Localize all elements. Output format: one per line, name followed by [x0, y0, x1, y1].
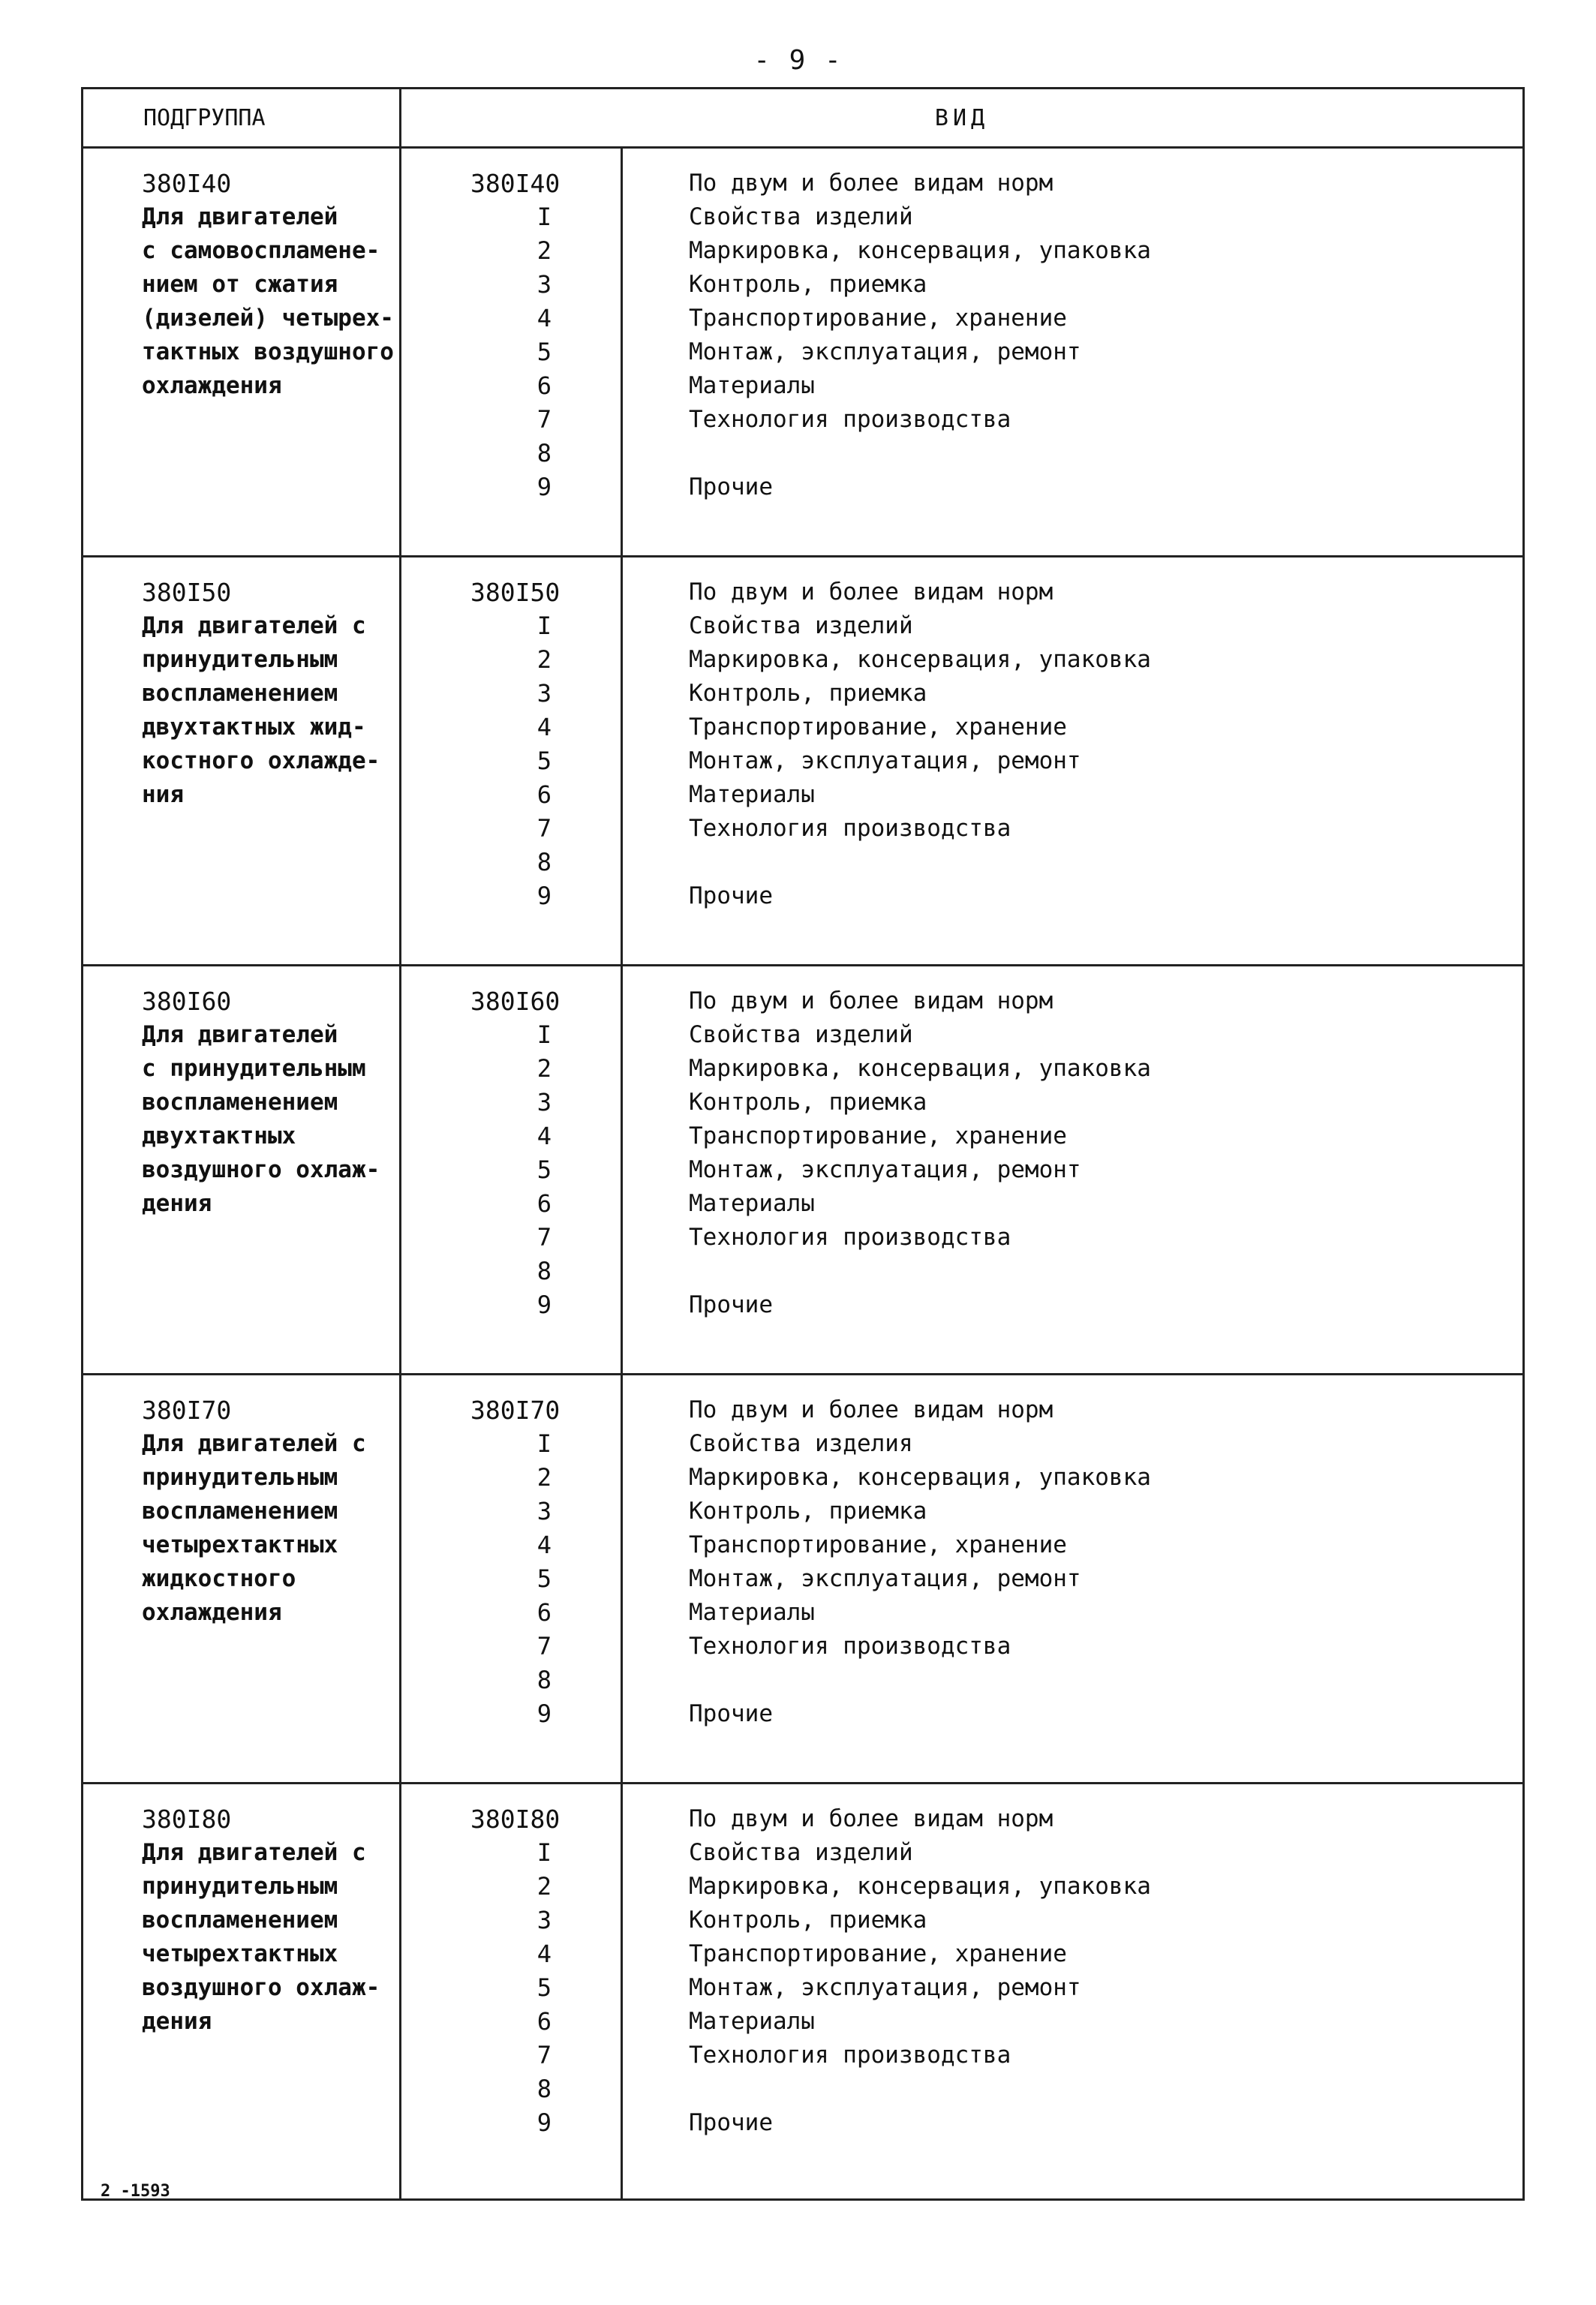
kind-item: Материалы — [689, 1599, 815, 1626]
kind-number: 5 — [537, 1564, 552, 1593]
subgroup-block — [83, 149, 1522, 557]
kind-item: Транспортирование, хранение — [689, 714, 1067, 741]
kind-item: Свойства изделия — [689, 1430, 913, 1457]
kind-number: 4 — [537, 1122, 552, 1150]
kind-number: 8 — [537, 2075, 552, 2103]
kind-code: 380I40 — [470, 169, 561, 198]
kind-number: 6 — [537, 2007, 552, 2036]
subgroup-description: Для двигателей с принудительным воспламенением двухтактных жид- костного охлажде- ния — [142, 612, 380, 808]
kind-code-cell — [401, 1375, 623, 1782]
kind-number: 5 — [537, 747, 552, 775]
subgroup-block — [83, 966, 1522, 1375]
kind-code: 380I80 — [470, 1805, 561, 1834]
kind-number: I — [537, 612, 552, 640]
kind-item: Свойства изделий — [689, 1021, 913, 1048]
kind-number: 7 — [537, 1632, 552, 1660]
kind-item: Прочие — [689, 473, 773, 500]
kind-number: 3 — [537, 1906, 552, 1934]
kind-item: По двум и более видам норм — [689, 579, 1053, 606]
kind-number: 4 — [537, 1531, 552, 1559]
kind-item: Монтаж, эксплуатация, ремонт — [689, 1974, 1081, 2001]
kind-item: По двум и более видам норм — [689, 1805, 1053, 1832]
kind-number: I — [537, 1838, 552, 1867]
kind-text-cell — [623, 1375, 1522, 1782]
kind-code: 380I50 — [470, 578, 561, 607]
kind-number: I — [537, 1429, 552, 1458]
kind-number: 5 — [537, 1973, 552, 2002]
kind-item: Свойства изделий — [689, 612, 913, 639]
subgroup-description: Для двигателей с принудительным воспламенением двухтактных воздушного охлаж- дения — [142, 1021, 380, 1217]
kind-number: 3 — [537, 270, 552, 299]
kind-number: 4 — [537, 713, 552, 741]
kind-number: 6 — [537, 1598, 552, 1627]
kind-item: Монтаж, эксплуатация, ремонт — [689, 1156, 1081, 1183]
subgroup-description: Для двигателей с принудительным воспламенением четырехтактных воздушного охлаж- дения — [142, 1839, 380, 2035]
kind-number: 9 — [537, 2108, 552, 2137]
kind-item: Прочие — [689, 1291, 773, 1318]
classification-table — [81, 87, 1525, 2201]
kind-number: 8 — [537, 439, 552, 467]
table-header — [83, 89, 1522, 149]
kind-number: 6 — [537, 371, 552, 400]
kind-item: Маркировка, консервация, упаковка — [689, 1464, 1151, 1491]
subgroup-block — [83, 1784, 1522, 2198]
kind-number: 3 — [537, 1088, 552, 1116]
subgroup-code: 380I70 — [142, 1396, 232, 1425]
header-kind: ВИД — [934, 104, 990, 131]
kind-item: Транспортирование, хранение — [689, 1122, 1067, 1149]
kind-number: 9 — [537, 473, 552, 501]
kind-number: 2 — [537, 1463, 552, 1492]
kind-number: 2 — [537, 645, 552, 674]
kind-item: Технология производства — [689, 406, 1011, 433]
subgroup-cell — [83, 1375, 401, 1782]
kind-code-cell — [401, 1784, 623, 2198]
kind-item: По двум и более видам норм — [689, 170, 1053, 197]
subgroup-cell — [83, 1784, 401, 2198]
kind-text-cell — [623, 149, 1522, 555]
subgroup-cell — [83, 149, 401, 555]
kind-number: 4 — [537, 304, 552, 332]
kind-item: Материалы — [689, 2008, 815, 2035]
kind-item: Технология производства — [689, 815, 1011, 842]
kind-item: Свойства изделий — [689, 203, 913, 230]
kind-number: 7 — [537, 405, 552, 434]
kind-code-cell — [401, 149, 623, 555]
kind-number: I — [537, 203, 552, 231]
kind-number: 5 — [537, 338, 552, 366]
subgroup-cell — [83, 966, 401, 1373]
kind-item: Монтаж, эксплуатация, ремонт — [689, 338, 1081, 365]
kind-code-cell — [401, 966, 623, 1373]
kind-item: Контроль, приемка — [689, 1498, 927, 1525]
kind-item: Технология производства — [689, 1224, 1011, 1251]
page-number: - 9 - — [753, 45, 843, 76]
footer-code: 2 -1593 — [101, 2182, 170, 2201]
kind-number: 9 — [537, 1699, 552, 1728]
kind-number: 8 — [537, 1666, 552, 1694]
kind-item — [689, 437, 1522, 470]
kind-item: Контроль, приемка — [689, 1089, 927, 1116]
kind-number: 2 — [537, 1054, 552, 1083]
kind-number: 8 — [537, 848, 552, 876]
subgroup-code: 380I40 — [142, 169, 232, 198]
kind-item: Материалы — [689, 1190, 815, 1217]
kind-code-cell — [401, 557, 623, 964]
kind-item: Прочие — [689, 1700, 773, 1727]
kind-item — [689, 1663, 1522, 1697]
kind-number: 7 — [537, 2041, 552, 2069]
kind-item: Маркировка, консервация, упаковка — [689, 1055, 1151, 1082]
kind-number: 3 — [537, 1497, 552, 1525]
kind-item: Монтаж, эксплуатация, ремонт — [689, 747, 1081, 774]
kind-item — [689, 846, 1522, 879]
kind-number: 2 — [537, 236, 552, 265]
header-subgroup: ПОДГРУППА — [83, 89, 401, 146]
kind-item: Маркировка, консервация, упаковка — [689, 646, 1151, 673]
kind-number: 4 — [537, 1940, 552, 1968]
kind-code: 380I70 — [470, 1396, 561, 1425]
kind-number: 6 — [537, 780, 552, 809]
kind-number: 7 — [537, 1223, 552, 1252]
kind-number: 9 — [537, 1291, 552, 1319]
subgroup-cell — [83, 557, 401, 964]
kind-number: 9 — [537, 882, 552, 910]
kind-text-cell — [623, 1784, 1522, 2198]
kind-item: Контроль, приемка — [689, 1907, 927, 1934]
kind-item: Транспортирование, хранение — [689, 1940, 1067, 1967]
subgroup-code: 380I60 — [142, 987, 232, 1016]
kind-item: Технология производства — [689, 1633, 1011, 1660]
subgroup-block — [83, 1375, 1522, 1784]
kind-item: Свойства изделий — [689, 1839, 913, 1866]
kind-item: Транспортирование, хранение — [689, 1531, 1067, 1558]
kind-number: 6 — [537, 1189, 552, 1218]
kind-number: 5 — [537, 1156, 552, 1184]
kind-number: 7 — [537, 814, 552, 843]
kind-item: Материалы — [689, 781, 815, 808]
subgroup-description: Для двигателей с самовоспламене- нием от сжатия (дизелей) четырех- тактных воздушного охлаждения — [142, 203, 394, 399]
kind-item: Маркировка, консервация, упаковка — [689, 1873, 1151, 1900]
kind-code: 380I60 — [470, 987, 561, 1016]
kind-item: Контроль, приемка — [689, 271, 927, 298]
subgroup-code: 380I80 — [142, 1805, 232, 1834]
kind-text-cell — [623, 966, 1522, 1373]
kind-number: 3 — [537, 679, 552, 708]
kind-item — [689, 1255, 1522, 1288]
kind-text-cell — [623, 557, 1522, 964]
kind-item: Маркировка, консервация, упаковка — [689, 237, 1151, 264]
kind-number: 8 — [537, 1257, 552, 1285]
subgroup-description: Для двигателей с принудительным воспламенением четырехтактных жидкостного охлаждения — [142, 1430, 366, 1626]
kind-item: По двум и более видам норм — [689, 1396, 1053, 1423]
kind-number: 2 — [537, 1872, 552, 1901]
kind-item — [689, 2072, 1522, 2106]
kind-number: I — [537, 1020, 552, 1049]
kind-item: Транспортирование, хранение — [689, 305, 1067, 332]
kind-item: Контроль, приемка — [689, 680, 927, 707]
subgroup-code: 380I50 — [142, 578, 232, 607]
kind-item: По двум и более видам норм — [689, 987, 1053, 1014]
kind-item: Технология производства — [689, 2042, 1011, 2069]
kind-item: Прочие — [689, 2109, 773, 2136]
kind-item: Материалы — [689, 372, 815, 399]
subgroup-block — [83, 557, 1522, 966]
kind-item: Монтаж, эксплуатация, ремонт — [689, 1565, 1081, 1592]
kind-item: Прочие — [689, 882, 773, 909]
